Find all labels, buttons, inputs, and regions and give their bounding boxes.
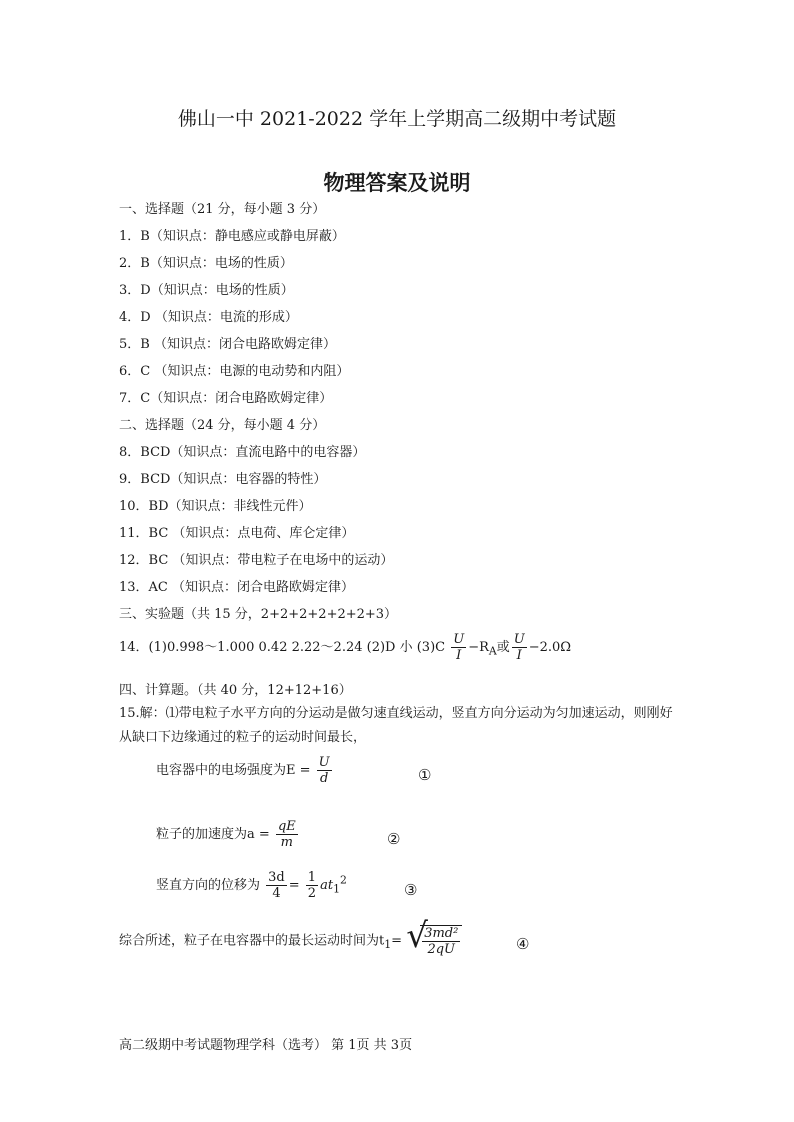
- answer-line: 7．C（知识点：闭合电路欧姆定律）: [119, 391, 333, 406]
- answer-line: 12．BC （知识点：带电粒子在电场中的运动）: [119, 553, 394, 568]
- page-subtitle: 物理答案及说明: [323, 171, 471, 195]
- q14-prefix: 14．(1)0.998～1.000 0.42 2.22～2.24 (2)D 小 (3)C: [119, 640, 446, 655]
- page-title: 佛山一中 2021-2022 学年上学期高二级期中考试题: [177, 108, 617, 130]
- equation-1: 电容器中的电场强度为E = $\frac{U}{d}$: [156, 755, 330, 786]
- q14-answer: [119, 632, 571, 663]
- q14-fraction-2: $\frac{U}{I}$: [513, 632, 525, 663]
- equation-4: 综合所述，粒子在电容器中的最长运动时间为$t_1=$ √ $\frac{\text{3md²}}{2qU}$: [119, 925, 462, 957]
- section-heading-choice-1: 一、选择题（21 分，每小题 3 分）: [119, 202, 326, 217]
- answer-line: 13．AC （知识点：闭合电路欧姆定律）: [119, 580, 355, 595]
- q14-fraction-1: $\frac{U}{I}$: [453, 632, 465, 663]
- answer-line: 4．D （知识点：电流的形成）: [119, 310, 298, 325]
- answer-line: 2．B（知识点：电场的性质）: [119, 256, 293, 271]
- equation-3: 竖直方向的位移为 $\frac{3d}{4}$ = $\frac{1}{2}$ $at_1^2$: [156, 870, 347, 901]
- section-heading-choice-2: 二、选择题（24 分，每小题 4 分）: [119, 418, 326, 433]
- q14-suffix: −2.0Ω: [528, 640, 572, 655]
- answer-line: 6．C （知识点：电源的电动势和内阻）: [119, 364, 350, 379]
- equation-marker-2: ②: [387, 830, 401, 848]
- square-root: √ $\frac{\text{3md²}}{2qU}$: [406, 925, 462, 957]
- answer-line: 10．BD（知识点：非线性元件）: [119, 499, 312, 514]
- equation-marker-4: ④: [516, 935, 530, 953]
- radical-sign-icon: √: [406, 916, 428, 956]
- answer-line: 5．B （知识点：闭合电路欧姆定律）: [119, 337, 336, 352]
- q14-or: 或: [496, 640, 510, 655]
- q15-text: 15.解：⑴带电粒子水平方向的分运动是做匀速直线运动，竖直方向分运动为匀加速运动，则刚好从缺口下边缘通过的粒子的运动时间最长，: [119, 706, 673, 745]
- equation-marker-3: ③: [404, 881, 418, 899]
- page-footer: 高二级期中考试题物理学科（选考） 第 1页 共 3页: [119, 1038, 413, 1053]
- answer-line: 3．D（知识点：电场的性质）: [119, 283, 294, 298]
- answer-line: 8．BCD（知识点：直流电路中的电容器）: [119, 445, 366, 460]
- section-heading-calc: 四、计算题。（共 40 分，12+12+16）: [119, 683, 352, 698]
- section-heading-experiment: 三、实验题（共 15 分，2+2+2+2+2+2+3）: [119, 607, 398, 622]
- equation-2: 粒子的加速度为a = $\frac{qE}{m}$: [156, 819, 296, 850]
- equation-marker-1: ①: [418, 766, 432, 784]
- answer-line: 1．B（知识点：静电感应或静电屏蔽）: [119, 229, 345, 244]
- q14-mid: −R: [468, 640, 489, 655]
- answer-line: 9．BCD（知识点：电容器的特性）: [119, 472, 327, 487]
- answer-line: 11．BC （知识点：点电荷、库仑定律）: [119, 526, 355, 541]
- q14-sub: A: [488, 644, 497, 658]
